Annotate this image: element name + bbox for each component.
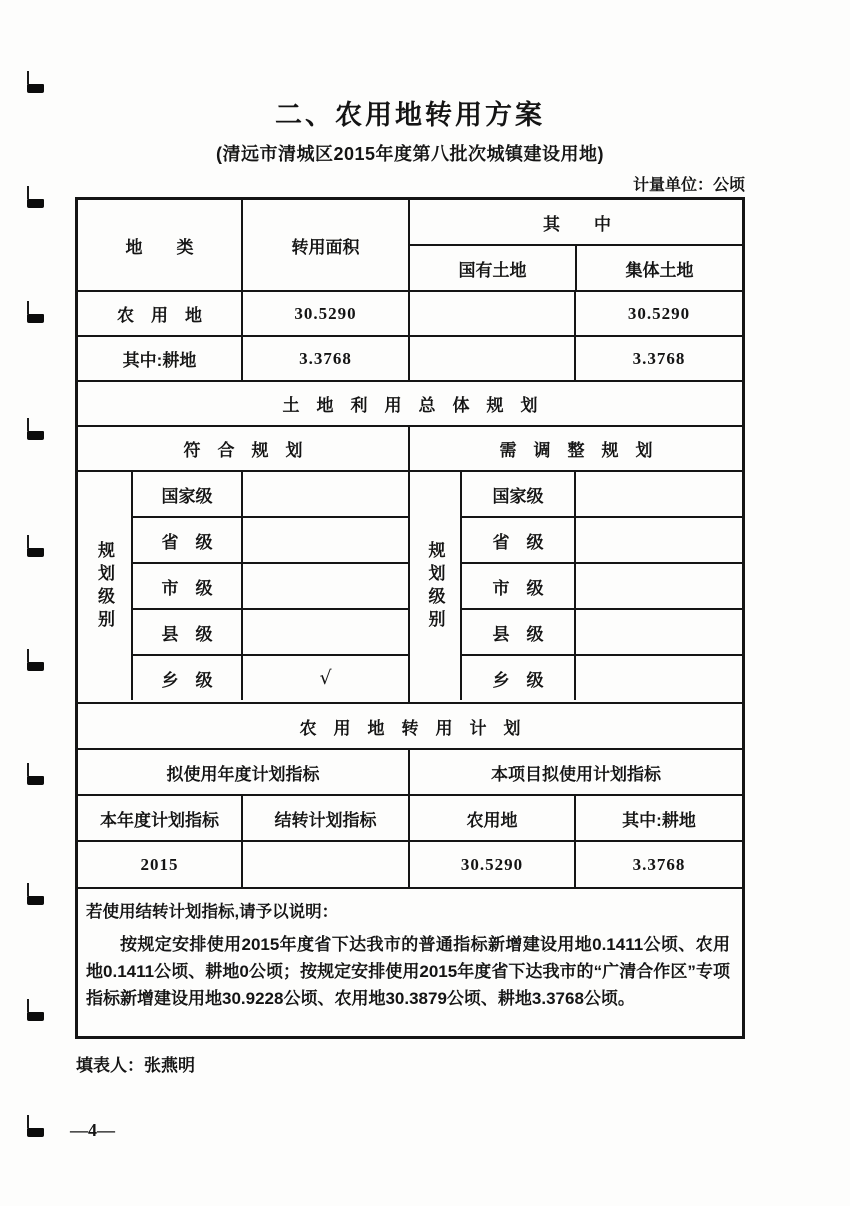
level-national-value-right (574, 472, 742, 516)
farmland-state-value (408, 292, 574, 335)
adjustment-plan-grid (408, 472, 742, 702)
cultivated-state-value (408, 337, 574, 380)
level-national-label: 国家级 (131, 472, 241, 516)
table-header (78, 200, 742, 290)
binder-hole-mark (27, 199, 44, 208)
carryover-quota-value (241, 842, 408, 887)
cultivated-area-value: 3.3768 (241, 337, 408, 380)
plan-subheader-row (78, 425, 742, 470)
level-province-label: 省 级 (131, 518, 241, 562)
needs-adjustment-header: 需 调 整 规 划 (408, 427, 742, 470)
level-city-label: 市 级 (460, 564, 574, 608)
level-county-label: 县 级 (460, 610, 574, 654)
level-province-value-right (574, 518, 742, 562)
binder-hole-mark (27, 314, 44, 323)
level-county-value-left (241, 610, 408, 654)
plan-level-axis-right: 规划级别 (425, 541, 445, 633)
farmland-area-value: 30.5290 (241, 292, 408, 335)
unit-label: 计量单位：公顷 (632, 177, 745, 194)
cultivated-quota-value: 3.3768 (574, 842, 742, 887)
level-town-label: 乡 级 (131, 656, 241, 700)
farmland-quota-header: 农用地 (408, 796, 574, 840)
current-year-quota-header: 本年度计划指标 (100, 810, 219, 830)
binder-hole-mark (27, 84, 44, 93)
carryover-quota-header: 结转计划指标 (241, 796, 408, 840)
binder-hole-mark (27, 662, 44, 671)
state-land-header: 国有土地 (458, 260, 527, 280)
annual-quota-header: 拟使用年度计划指标 (166, 764, 320, 784)
level-province-value-left (241, 518, 408, 562)
table-row (78, 335, 742, 380)
collective-land-header: 集体土地 (575, 246, 742, 290)
level-province-label: 省 级 (460, 518, 574, 562)
binder-hole-mark (27, 896, 44, 905)
level-city-label: 市 级 (131, 564, 241, 608)
level-city-value-left (241, 564, 408, 608)
level-city-value-right (574, 564, 742, 608)
level-national-value-left (241, 472, 408, 516)
quota-values-row (78, 840, 742, 887)
farmland-quota-value: 30.5290 (408, 842, 574, 887)
farmland-collective-value: 30.5290 (574, 292, 742, 335)
level-county-label: 县 级 (131, 610, 241, 654)
among-header: 其 中 (543, 214, 611, 234)
plan-level-grid (78, 470, 742, 702)
current-year-quota-value: 2015 (140, 854, 179, 874)
overall-plan-band-row (78, 380, 742, 425)
binder-hole-mark (27, 776, 44, 785)
level-town-checkmark: √ (241, 656, 408, 700)
land-conversion-form (75, 197, 745, 1039)
level-town-label: 乡 级 (460, 656, 574, 700)
conforms-plan-header: 符 合 规 划 (183, 441, 303, 460)
binder-hole-mark (27, 1012, 44, 1021)
binder-hole-mark (27, 1128, 44, 1137)
level-county-value-right (574, 610, 742, 654)
form-filler-name: 填表人：张燕明 (76, 1056, 195, 1075)
page-subtitle: (清远市清城区2015年度第八批次城镇建设用地) (215, 144, 605, 164)
binder-hole-mark (27, 548, 44, 557)
note-label: 若使用结转计划指标,请予以说明： (86, 903, 339, 921)
farmland-row-label: 农 用 地 (117, 306, 202, 325)
carryover-note-section (78, 887, 742, 1036)
project-quota-header: 本项目拟使用计划指标 (408, 750, 742, 794)
quota-columns-row (78, 794, 742, 840)
cultivated-row-label: 其中:耕地 (122, 351, 197, 370)
area-header: 转用面积 (241, 200, 408, 290)
plan-level-axis-left: 规划级别 (95, 541, 114, 633)
conversion-plan-band: 农 用 地 转 用 计 划 (299, 718, 521, 738)
overall-plan-band: 土 地 利 用 总 体 规 划 (282, 396, 538, 415)
table-row (78, 290, 742, 335)
note-body: 按规定安排使用2015年度省下达我市的普通指标新增建设用地0.1411公顷、农用地0.1411公顷、耕地0公顷；按规定安排使用2015年度省下达我市的“广清合作区”专项指标新增建设用地30.9228公顷、农用地30.3879公顷、耕地3.3768公顷。 (86, 935, 730, 1008)
land-type-header: 地 类 (125, 237, 194, 257)
cultivated-quota-header: 其中:耕地 (574, 796, 742, 840)
conforms-plan-grid (78, 472, 408, 702)
conversion-plan-band-row (78, 702, 742, 748)
binder-hole-mark (27, 431, 44, 440)
page-number: —4— (70, 1120, 115, 1140)
cultivated-collective-value: 3.3768 (574, 337, 742, 380)
level-town-value-right (574, 656, 742, 700)
level-national-label: 国家级 (460, 472, 574, 516)
page-title: 二、农用地转用方案 (275, 100, 545, 130)
conversion-subheader-row (78, 748, 742, 794)
